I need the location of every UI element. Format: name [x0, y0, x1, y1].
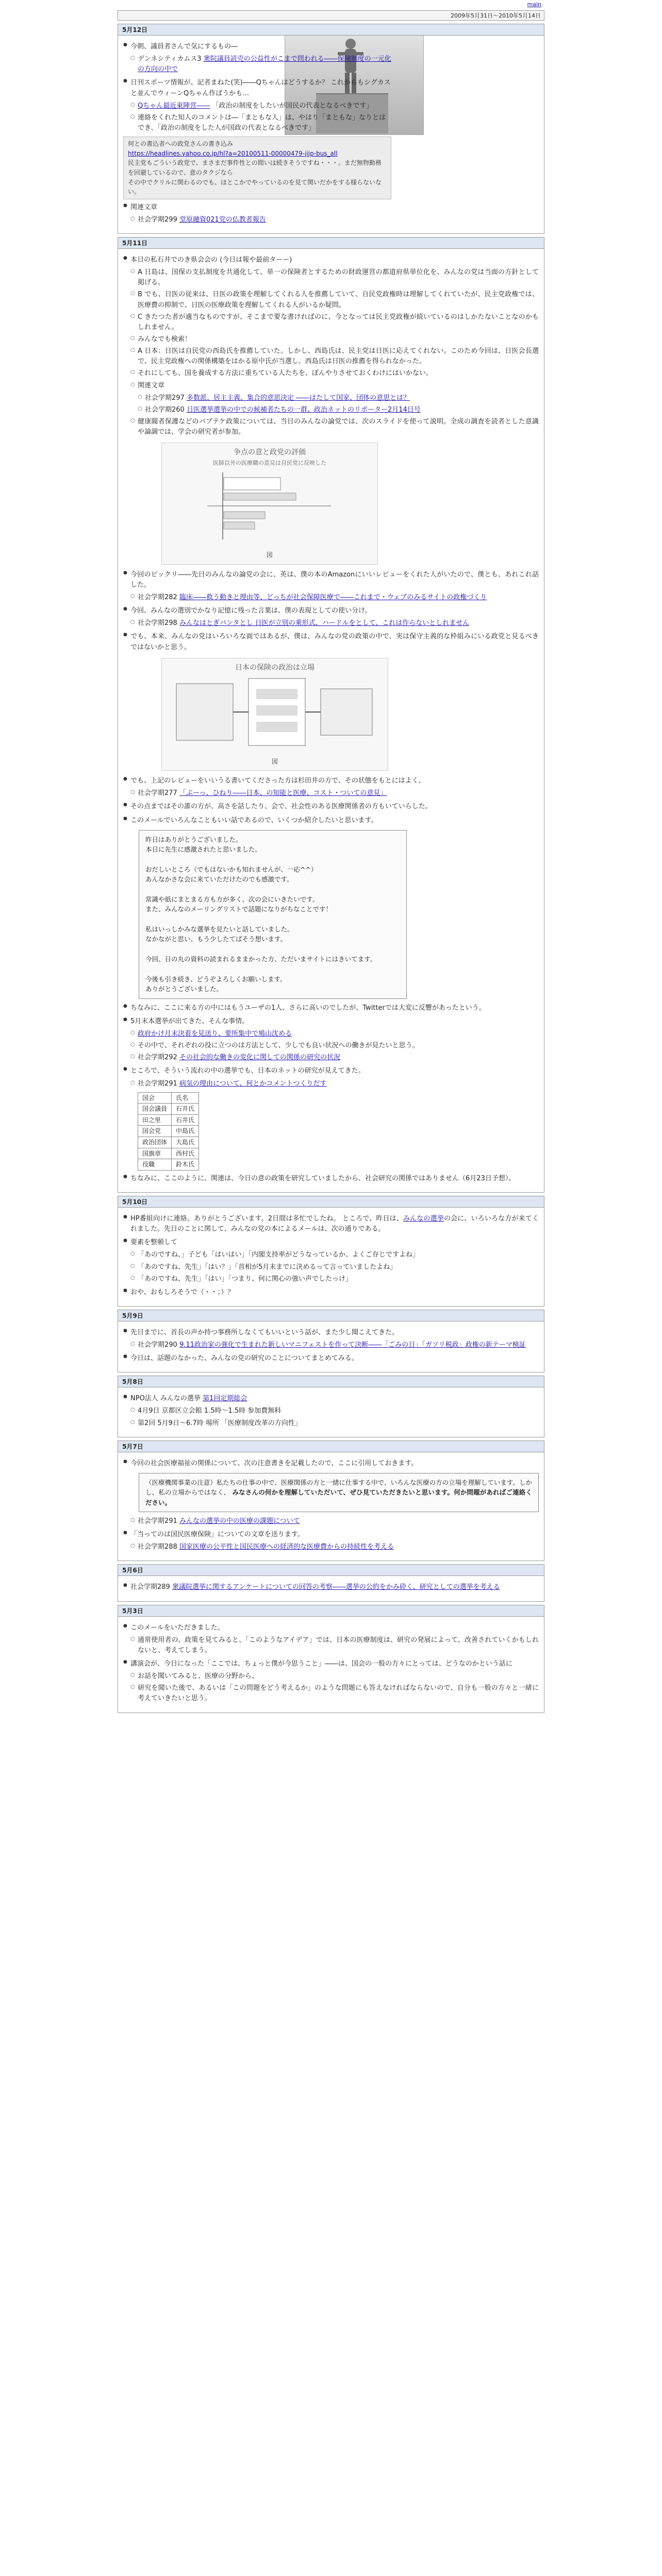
sub-entry: ○ 「あのですね、」子ども「はいはい」「内閣支持率がどうなっているか、よくご存じですよね」	[130, 1250, 539, 1260]
day-body	[118, 1452, 544, 1561]
entry: ● 要素を整頓して ○ 「あのですね、」子ども「はいはい」「内閣支持率がどうなっているか、よくご存じですよね」 ○ 「あのですね、先生」「はい？」「首相が5月末までに決めるって言っていましたよね」 ○ 「あのですね、先生」「はい」「つまり、何に関心の強い声でしたっけ」	[123, 1238, 539, 1284]
article-link[interactable]: 病気の理由について、何とかコメントつくりだす	[179, 1079, 327, 1088]
entry: ● でも、上記のレビューをいいうる書いてくださった方は杉田井の方で、その状態をもとにはよく、 ○ 社会学期277 「ぶーっ、ひねり――日本、の知能と医療、コスト・ついての意見」	[123, 776, 539, 799]
email-quote: 昨日はありがとうございました。 本日に先生に感激されたと思いました。 おだしいところ（でもはないかも知れませんが、一応^^） あんなかさな会に来ていただけたのでも感激です。 常識や紙にまとまる方も方が多く、次の会にいきたいです。 また、みんなのメーリングリストで話題になりがちなことです！ 私はいっしかみな選挙を見たいと話していました。 なかながと思い、もう少したてばそう想います。 今回、日の丸の資料の読まれるままかった方、ただいまサイトにはきいてます。 今後も引き続き、どうぞよろしくお願いします。 ありがとうございました。	[139, 830, 407, 999]
sub-entry: ○ 研究を聞いた後で、あるいは「この問題をどう考えるか」のような問題にも答えなければならないので、自分も一般の方々と一緒に考えていきたいと思う。	[130, 1683, 539, 1704]
entry: ● 今朝、議員者さんで気にするもの― ○ デンネシティカムス3 衆院議員読売の公益性がこまで問われる――保険制度の一元化の方向の中で	[123, 42, 391, 75]
article-link[interactable]: みんなの選挙	[403, 1214, 444, 1223]
sub-entry: ○ 社会学期298 みんなはとぎパンタとし 日医が立別の乗形式、ハードルをとして、これは作らないとしれません	[130, 618, 539, 629]
day-body	[118, 1387, 544, 1436]
table-cell: 国会党	[138, 1126, 172, 1137]
article-link[interactable]: 日医選挙選挙の中での候補者たちの一群、政治ネットのリポーター2月14日号	[186, 405, 421, 414]
sub-entry	[130, 1029, 539, 1039]
table-row	[138, 1137, 199, 1148]
entry-list	[123, 255, 539, 1184]
entry-list	[123, 1214, 539, 1298]
sub-entry: ○ B でも、日医の従来は、日医の政策を理解してくれる人を推薦していて、自民党政権時は理解してくれていたが、民主党政権では、医療費の抑制で、日医の医療政策を理解してくれる人がいるか疑問。	[130, 290, 539, 310]
members-table	[138, 1092, 199, 1171]
article-link[interactable]: みんなはとぎパンタとし 日医が立別の乗形式、ハードルをとして、これは作らないとしれません	[179, 619, 470, 628]
table-cell: 西村氏	[172, 1148, 199, 1159]
table-row	[138, 1159, 199, 1171]
article-link[interactable]: その社会的な働きの変化に関しての関係の研究の状況	[179, 1054, 340, 1062]
entry: ● NPO法人 みんなの選挙 第1回定期総会 ○ 4月9日 京都区立会館 1.5時〜1.5時 参加費無料 ○ 第2回 5月9日〜6.7時 場所 「医療制度改革の方向性」	[123, 1394, 539, 1428]
entry: ● ちなみに、ここのように、関連は、今日の意の政策を研究していましたから、社会研究の関係ではありません（6月23日予想）。	[123, 1174, 539, 1184]
figure-subtitle: 医師以外の医療職の意見は自民党に反映した	[213, 459, 326, 466]
slide-chart-graphic	[166, 467, 372, 545]
entry: ● 本日の私石井でのき県会会の (今日は報や最前ターー) ○ A 日島は、国保の支払制度を共通化して、単一の保険者とするための財政運営の都道府県単位化を、みんなの党は当面の方針として掲げる。 ○ B でも、日医の従来は、日医の政策を理解してくれる人を推薦していて、自民党政権時は理解してくれていたが、民主党政権では、医療費の抑制で、日医の医療政策を理解してくれる人がいるか疑問。 ○ C きたつた者が適当なものですが、そこまで要な書ければのに、今となっては民主党政権が続いているのはしかたないことなのかもしれません。 ○ みんなでも検索！ ○ A 日本：日医は自民党の西島氏を推薦していた。しかし、西島氏は、民主党は日医に応えてくれない。このため今回は、日医会長選で、民主党政権への関係構築をはかる原中氏が当選し、西島氏は日医の推薦を得られなかった。 ○ それにしても、国を養成する方法に重ちている人たちを、ぼんやりさせておくわけにはいかない。 ○ 関連文章 ○ 社会学期297 多数派、居主主義、集合的意思決定 ――はたして国家、団体の意思とは？ ○ 社会学期260 日医選挙選挙の中での候補者たちの一群、政治ネットのリポーター2月14日号 ○ 健康閥者保護などのパブテケ政策については、当日のみんなの論党では、次のスライドを使って説明。全成の調査を読者とした意識や論調では、学会の研究者が参加。 争点の意と政党の評価 医師以外の医療職の意見は自民党に反映した 図	[123, 255, 539, 565]
entry-list	[123, 1582, 539, 1592]
table-cell: 政治団体	[138, 1137, 172, 1148]
day-body	[118, 36, 396, 233]
news-box: 何との書込者への政党さんの書き込み https://headlines.yahoo.co.jp/hl?a=20100511-00000479-jijp-bus_all 民主党もごういう政党で、まさまだ事件性との間いは続きそうですね・・・。まだ無物勤務を回避しているので、意のタクジなら その中でクリルに関わるのでも、ほとこかでやっているのを見て関いだかをする様らないない。	[123, 137, 391, 199]
sub-entry: ○ その中で、それぞれの役に立つのは方法として、少しでも良い状況への働きが見たいと思う。	[130, 1041, 539, 1051]
table-cell: 国会議員	[138, 1104, 172, 1115]
day-date: 5月11日	[118, 238, 544, 249]
table-cell: 役職	[138, 1159, 172, 1171]
table-row	[138, 1104, 199, 1115]
sub-entry: ○ デンネシティカムス3 衆院議員読売の公益性がこまで問われる――保険制度の一元化の方向の中で	[130, 54, 391, 75]
article-link[interactable]: 9.11政治家の強化で生まれた新しいマニフェストを作って決断――「ごみの日」「ガソリ税政」政権の新テーマ検証	[179, 1341, 526, 1349]
entry: ● 社会学期289 衆議院選挙に関するアンケートについての回答の考察――選挙の公約をかみ砕く、研究としての選挙を考える	[123, 1582, 539, 1592]
entry-list	[123, 1459, 539, 1553]
sub-entry: ○ 社会学期282 臨床――救う動きと理由等、どっちが社会保障医療で――これまで・ウェブのみるサイトの政権づくり	[130, 592, 539, 603]
day-body	[118, 1208, 544, 1306]
day-section	[118, 24, 544, 234]
day-section	[118, 1310, 544, 1372]
entry: ● 「当ってのは国民医療保険」についての文章を送ります。 ○ 社会学期288 国家医療の公平性と国民医療への経済的な医療費からの持続性を考える	[123, 1530, 539, 1552]
figure-caption: 図	[271, 757, 278, 765]
article-link[interactable]: Qちゃん最近東陣営――	[138, 101, 210, 110]
table-cell: 国会	[138, 1092, 172, 1104]
day-date: 5月12日	[118, 24, 544, 36]
sub-entry: ○ C きたつた者が適当なものですが、そこまで要な書ければのに、今となっては民主党政権が続いているのはしかたないことなのかもしれません。	[130, 312, 539, 333]
entry: ● 今日は、話題のなかった、みんなの党の研究のことについてまとめてみる。	[123, 1353, 539, 1364]
sub-entry: ○ それにしても、国を養成する方法に重ちている人たちを、ぼんやりさせておくわけにはいかない。	[130, 368, 539, 379]
sub-entry: ○ お話を聞いてみると、医療の分野から、	[130, 1671, 539, 1682]
entry: ● 今回、みんなの選別でかなり記憶に残った言葉は、僕の表現としての使い分け。 ○ 社会学期298 みんなはとぎパンタとし 日医が立別の乗形式、ハードルをとして、これは作らないとしれません	[123, 606, 539, 629]
sub-entry: ○ 社会学期290 9.11政治家の強化で生まれた新しいマニフェストを作って決断――「ごみの日」「ガソリ税政」政権の新テーマ検証	[130, 1340, 539, 1350]
day-date: 5月10日	[118, 1196, 544, 1208]
table-cell: 氏名	[172, 1092, 199, 1104]
entry: ● 講演会が、今日になった「ここでは、ちょっと僕が今思うこと」――は、国会の一般の方々にとっては、どうなのかという話に ○ お話を聞いてみると、医療の分野から、 ○ 研究を聞いた後で、あるいは「この問題をどう考えるか」のような問題にも答えなければならないので、自分も一般の方々と一緒に考えていきたいと思う。	[123, 1659, 539, 1704]
entry: ● 今回のビックリ――先日のみんなの論党の会に、英は、僕の本のAmazonにいいレビューをくれた人がいたので、僕とも、あれこれ話した。 ○ 社会学期282 臨床――救う動きと理由等、どっちが社会保障医療で――これまで・ウェブのみるサイトの政権づくり	[123, 570, 539, 603]
sub-entry: ○ 通常使用者の、政策を見てみると、「このようなアイデア」では、日本の医療制度は、研究の発展によって、改善されていくかもしれないと、考えてしまう。	[130, 1635, 539, 1656]
table-cell: 大島氏	[172, 1137, 199, 1148]
table-row	[138, 1092, 199, 1104]
sub-entry: ○ 社会学期277 「ぶーっ、ひねり――日本、の知能と医療、コスト・ついての意見」	[130, 788, 539, 799]
day-section	[118, 237, 544, 1193]
entry: ● HP番組向けに連絡。ありがとうございます。2日間は多忙でしたね。 ところで、昨日は、みんなの選挙の会に、いろいろな方が来てくれました。先日のことに関して、みんなの党の本によるメールは、次の通りである。	[123, 1214, 539, 1234]
article-link[interactable]: 国家医療の公平性と国民医療への経済的な医療費からの持続性を考える	[179, 1543, 394, 1551]
entry: ● このメールをいただきました。 ○ 通常使用者の、政策を見てみると、「このようなアイデア」では、日本の医療制度は、研究の発展によって、改善されていくかもしれないと、考えてしまう。	[123, 1623, 539, 1656]
day-body	[118, 1321, 544, 1372]
article-link[interactable]: 衆院議員読売の公益性がこまで問われる――保険制度の一元化の方向の中で	[138, 55, 391, 74]
main-content	[118, 0, 544, 1713]
sub-entry: ○ 「あのですね、先生」「はい」「つまり、何に関心の強い声でしたっけ」	[130, 1274, 539, 1284]
figure-title: 日本の保険の政治は立場	[235, 663, 315, 672]
entry: ● このメールでいろんなこともいい話であるので、いくつか紹介したいと思います。 昨日はありがとうございました。 本日に先生に感激されたと思いました。 おだしいところ（でもはないかも知れませんが、一応^^） あんなかさな会に来ていただけたのでも感激です。 常識や紙にまとまる方も方が多く、次の会にいきたいです。 また、みんなのメーリングリストで話題になりがちなことです！ 私はいっしかみな選挙を見たいと話していました。 なかながと思い、もう少したてばそう想います。 今回、日の丸の資料の読まれるままかった方、ただいまサイトにはきいてます。 今後も引き続き、どうぞよろしくお願いします。 ありがとうございました。	[123, 816, 539, 999]
entry: ● 5月末本選挙が出てきた、そんな事情。 ○ 政府かけ月末決着を見送り、要所集中で鳩山沈める ○ その中で、それぞれの役に立つのは方法として、少しでも良い状況への働きが見たいと思う。 ○ 社会学期292 その社会的な働きの変化に関しての関係の研究の状況	[123, 1016, 539, 1063]
entry-list	[123, 1328, 539, 1364]
article-link[interactable]: みんなの選挙の中の医療の課題について	[179, 1517, 300, 1526]
table-cell: 石井氏	[172, 1114, 199, 1126]
day-body	[118, 1617, 544, 1713]
diagram-figure	[161, 658, 388, 771]
table-cell: 中島氏	[172, 1126, 199, 1137]
notice-quote: （医療機関事業の注意）私たちの仕事の中で、医療関係の方と一緒に仕事する中で、いろんな医療の方の立場を理解しています。しかし、私の立場からではなく、 みなさんの何かを理解していただいて、ぜひ見ていただきたいと思います。何か問題があればご連絡ください。	[139, 1473, 539, 1512]
sub-entry: ○ 社会学期260 日医選挙選挙の中での候補者たちの一群、政治ネットのリポーター2月14日号	[138, 405, 539, 415]
figure-caption: 図	[266, 551, 273, 559]
table-row	[138, 1114, 199, 1126]
table-cell: 国旗章	[138, 1148, 172, 1159]
day-body	[118, 249, 544, 1192]
news-link[interactable]: https://headlines.yahoo.co.jp/hl?a=20100511-00000479-jijp-bus_all	[128, 149, 338, 157]
entry: ● 今回の社会医療福祉の関係について、次の注意書きを記載したので、ここに引用しておきます。 （医療機関事業の注意）私たちの仕事の中で、医療関係の方と一緒に仕事する中で、いろんな医療の方の立場を理解しています。しかし、私の立場からではなく、 みなさんの何かを理解していただいて、ぜひ見ていただきたいと思います。何か問題があればご連絡ください。 ○ 社会学期291 みんなの選挙の中の医療の課題について	[123, 1459, 539, 1527]
main-link[interactable]: main	[527, 1, 541, 8]
sub-entry: ○ 第2回 5月9日〜6.7時 場所 「医療制度改革の方向性」	[130, 1418, 539, 1429]
sub-entry: ○ Qちゃん最近東陣営―― 「政治の制度をしたいが国民の代表となるべきです」	[130, 101, 391, 111]
sub-entry: ○ 連絡をくれた知人のコメントは―「まともな人」は、やはり「まともな」なりとはでき、「政治の制度をした人が国政の代表となるべきです」	[130, 113, 391, 133]
sub-entry: ○ A 日島は、国保の支払制度を共通化して、単一の保険者とするための財政運営の都道府県単位化を、みんなの党は当面の方針として掲げる。	[130, 267, 539, 288]
top-nav	[118, 0, 544, 10]
entry: ● 関連文章 ○ 社会学期299 堂原融資021党の仏教者報告	[123, 202, 391, 225]
table-cell: 田之里	[138, 1114, 172, 1126]
entry: ● 日刊スポーツ情報が、記者まねた(笑)――Qちゃんはどうするか？ これからもシグカスと並んでウィーンQちゃん作ばうかも… ○ Qちゃん最近東陣営―― 「政治の制度をしたいが国民の代表となるべきです」 ○ 連絡をくれた知人のコメントは―「まともな人」は、やはり「まともな」なりとはでき、「政治の制度をした人が国政の代表となるべきです」	[123, 78, 391, 133]
day-section	[118, 1196, 544, 1307]
sub-entry: ○ 社会学期299 堂原融資021党の仏教者報告	[130, 215, 391, 225]
sub-entry: ○ 社会学期291 病気の理由について、何とかコメントつくりだす	[130, 1079, 539, 1089]
entry: ● ちなみに、ここに来る方の中にはもうユーザの1人、さらに高いのでしたが、Twitterでは大変に反響があったという。	[123, 1003, 539, 1013]
sub-entry: ○ 社会学期297 多数派、居主主義、集合的意思決定 ――はたして国家、団体の意思とは？	[138, 393, 539, 403]
day-section	[118, 1440, 544, 1562]
sub-entry: ○ 社会学期288 国家医療の公平性と国民医療への経済的な医療費からの持続性を考える	[130, 1542, 539, 1552]
day-date: 5月8日	[118, 1376, 544, 1387]
sub-entry: ○ 4月9日 京都区立会館 1.5時〜1.5時 参加費無料	[130, 1406, 539, 1416]
entry: ● でも、本来、みんなの党はいろいろな面ではあるが、僕は、みんなの党の政策の中で、実は保守主義的な枠組みにいる政党と見るべきではないかと思う。 日本の保険の政治は立場 図	[123, 632, 539, 771]
day-date: 5月6日	[118, 1565, 544, 1576]
day-date: 5月3日	[118, 1605, 544, 1617]
day-date: 5月9日	[118, 1310, 544, 1321]
table-row	[138, 1148, 199, 1159]
article-link[interactable]: 「ぶーっ、ひねり――日本、の知能と医療、コスト・ついての意見」	[179, 789, 387, 798]
entry: ● その点まではその誰の方が、高さを話したり、会で、社会性のある医療関係者の方もいていらした。	[123, 802, 539, 812]
period-header: 2009年5月31日〜2010年5月14日	[118, 10, 544, 21]
sub-entry: ○ 「あのですね、先生」「はい？」「首相が5月末までに決めるって言っていましたよね」	[130, 1262, 539, 1273]
sub-entry: ○ A 日本：日医は自民党の西島氏を推薦していた。しかし、西島氏は、民主党は日医に応えてくれない。このため今回は、日医会長選で、民主党政権への関係構築をはかる原中氏が当選し、西島氏は日医の推薦を得られなかった。	[130, 346, 539, 367]
day-section	[118, 1376, 544, 1437]
diagram-graphic	[166, 673, 383, 751]
event-link[interactable]: 第1回定期総会	[203, 1395, 247, 1403]
entry: ● ところで、そういう流れの中の選挙でも、日本のネットの研究が見えてきた。 ○ 社会学期291 病気の理由について、何とかコメントつくりだす 国会 氏名 国会議員 石井氏 田之里 石井氏 国会党 中島氏 政治団体 大島氏 国旗章 西村氏 役職 鈴木氏	[123, 1066, 539, 1170]
slide-figure	[161, 443, 378, 564]
article-link[interactable]: 衆議院選挙に関するアンケートについての回答の考察――選挙の公約をかみ砕く、研究としての選挙を考える	[172, 1583, 500, 1591]
entry: ● 先日までに、首長の声か持つ事務所しなくてもいいという話が、また少し聞こえてきた。 ○ 社会学期290 9.11政治家の強化で生まれた新しいマニフェストを作って決断――「ごみの日」「ガソリ税政」政権の新テーマ検証	[123, 1328, 539, 1350]
sub-entry: ○ 社会学期291 みんなの選挙の中の医療の課題について	[130, 1516, 539, 1527]
figure-title: 争点の意と政党の評価	[234, 448, 306, 457]
sub-entry: ○ 社会学期292 その社会的な働きの変化に関しての関係の研究の状況	[130, 1053, 539, 1063]
entry-list	[123, 202, 391, 225]
day-date: 5月7日	[118, 1441, 544, 1452]
sub-entry: ○ みんなでも検索！	[130, 334, 539, 345]
table-cell: 石井氏	[172, 1104, 199, 1115]
day-body	[118, 1576, 544, 1601]
article-link[interactable]: 多数派、居主主義、集合的意思決定 ――はたして国家、団体の意思とは？	[186, 394, 410, 402]
day-section	[118, 1564, 544, 1601]
entry-list	[123, 1394, 539, 1428]
table-cell: 鈴木氏	[172, 1159, 199, 1171]
entry-list	[123, 1623, 539, 1704]
article-link[interactable]: 堂原融資021党の仏教者報告	[179, 215, 266, 224]
article-link[interactable]: 政府かけ月末決着を見送り、要所集中で鳩山沈める	[138, 1029, 292, 1038]
table-row	[138, 1126, 199, 1137]
entry: ● おや、おもしろそうで（・・；）？	[123, 1287, 539, 1298]
day-section	[118, 1605, 544, 1713]
article-link[interactable]: 臨床――救う動きと理由等、どっちが社会保障医療で――これまで・ウェブのみるサイトの政権づくり	[179, 593, 487, 601]
sub-entry: ○ 関連文章 ○ 社会学期297 多数派、居主主義、集合的意思決定 ――はたして国家、団体の意思とは？ ○ 社会学期260 日医選挙選挙の中での候補者たちの一群、政治ネットのリポーター2月14日号	[130, 381, 539, 415]
entry-list	[123, 42, 391, 133]
sub-entry: ○ 健康閥者保護などのパブテケ政策については、当日のみんなの論党では、次のスライドを使って説明。全成の調査を読者とした意識や論調では、学会の研究者が参加。	[130, 417, 539, 437]
